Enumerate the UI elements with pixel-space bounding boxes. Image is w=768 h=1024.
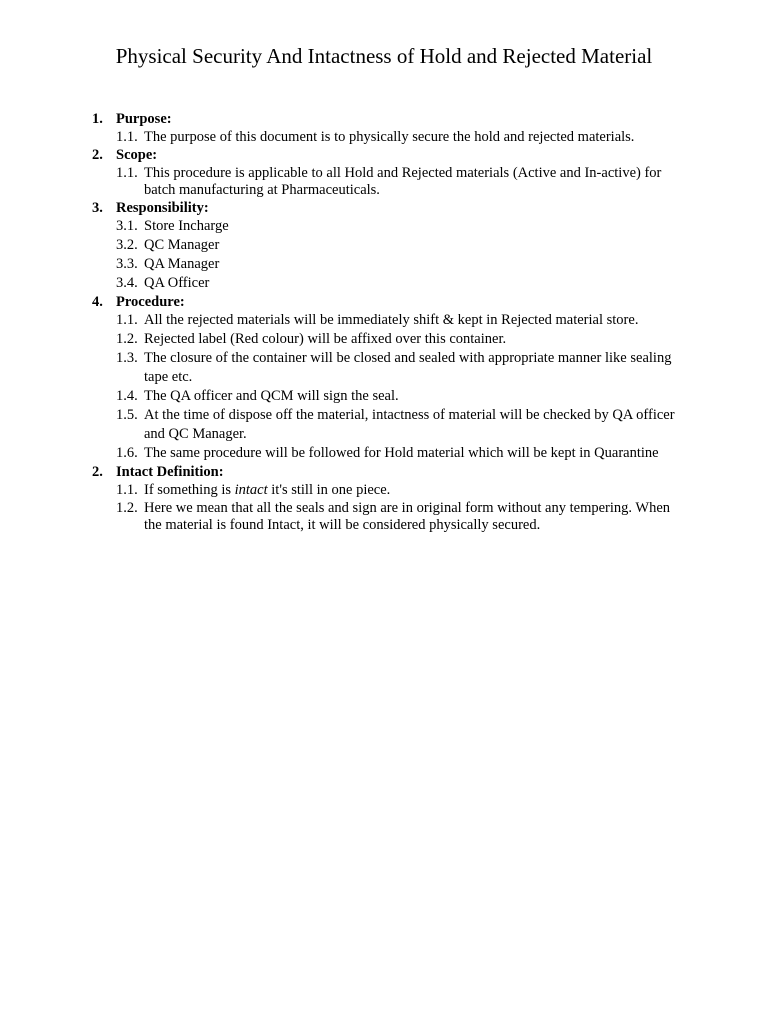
list-item — [92, 330, 682, 349]
section-procedure — [92, 293, 682, 463]
item-text: Rejected label (Red colour) will be affixed over this container. — [144, 331, 507, 347]
item-text: Store Incharge — [144, 218, 229, 234]
list-item — [92, 274, 682, 293]
section-heading — [92, 199, 682, 217]
item-text-emphasis: intact — [234, 482, 268, 498]
list-item — [92, 349, 682, 387]
section-number: 4. — [92, 294, 103, 310]
item-text: Here we mean that all the seals and sign are in original form without any tempering. When the material is found Intact, it will be considered physically secured. — [144, 500, 671, 533]
section-intact-definition — [92, 463, 682, 534]
item-number: 1.1. — [116, 165, 138, 181]
item-number: 3.3. — [116, 256, 138, 272]
list-item — [92, 406, 682, 444]
document-title: Physical Security And Intactness of Hold and Rejected Material — [115, 44, 653, 68]
section-title: Procedure: — [116, 294, 185, 310]
list-item — [92, 482, 682, 499]
document-body — [92, 110, 682, 534]
section-title: Purpose: — [116, 111, 172, 127]
item-text: The same procedure will be followed for Hold material which will be kept in Quarantine — [144, 445, 659, 461]
section-responsibility — [92, 199, 682, 293]
list-item — [92, 236, 682, 255]
section-heading — [92, 463, 682, 481]
section-number: 3. — [92, 200, 103, 216]
section-items — [92, 165, 682, 199]
item-number: 3.4. — [116, 275, 138, 291]
item-text: QC Manager — [144, 237, 220, 253]
item-number: 1.1. — [116, 482, 138, 498]
item-number: 1.2. — [116, 500, 138, 516]
section-items — [92, 482, 682, 534]
item-text: The QA officer and QCM will sign the seal. — [144, 388, 399, 404]
item-number: 1.2. — [116, 331, 138, 347]
section-title: Intact Definition: — [116, 464, 224, 480]
section-items — [92, 129, 682, 146]
item-text: QA Manager — [144, 256, 220, 272]
item-text: The purpose of this document is to physically secure the hold and rejected materials. — [144, 129, 635, 145]
item-number: 3.1. — [116, 218, 138, 234]
section-heading — [92, 110, 682, 128]
item-text: QA Officer — [144, 275, 210, 291]
list-item — [92, 129, 682, 146]
list-item — [92, 217, 682, 236]
item-number: 1.3. — [116, 350, 138, 366]
list-item — [92, 387, 682, 406]
section-title: Responsibility: — [116, 200, 209, 216]
item-text-after: it's still in one piece. — [267, 482, 391, 498]
section-purpose — [92, 110, 682, 146]
section-number: 2. — [92, 464, 103, 480]
section-items — [92, 311, 682, 463]
list-item — [92, 255, 682, 274]
section-items — [92, 217, 682, 293]
item-number: 1.4. — [116, 388, 138, 404]
item-text: All the rejected materials will be immediately shift & kept in Rejected material store. — [144, 312, 639, 328]
list-item — [92, 444, 682, 463]
item-number: 1.1. — [116, 312, 138, 328]
item-number: 3.2. — [116, 237, 138, 253]
list-item — [92, 311, 682, 330]
item-text: This procedure is applicable to all Hold and Rejected materials (Active and In-active) for batch manufacturing at Pharmaceuticals. — [144, 165, 662, 198]
item-text-before: If something is — [144, 482, 235, 498]
section-number: 1. — [92, 111, 103, 127]
section-heading — [92, 146, 682, 164]
section-heading — [92, 293, 682, 311]
item-number: 1.1. — [116, 129, 138, 145]
section-title: Scope: — [116, 147, 158, 163]
item-number: 1.5. — [116, 407, 138, 423]
section-scope — [92, 146, 682, 199]
section-number: 2. — [92, 147, 103, 163]
item-text: At the time of dispose off the material, intactness of material will be checked by QA officer and QC Manager. — [144, 407, 675, 442]
item-text: The closure of the container will be closed and sealed with appropriate manner like sealing tape etc. — [144, 350, 672, 385]
list-item — [92, 500, 682, 534]
list-item — [92, 165, 682, 199]
item-text — [144, 482, 682, 499]
item-number: 1.6. — [116, 445, 138, 461]
